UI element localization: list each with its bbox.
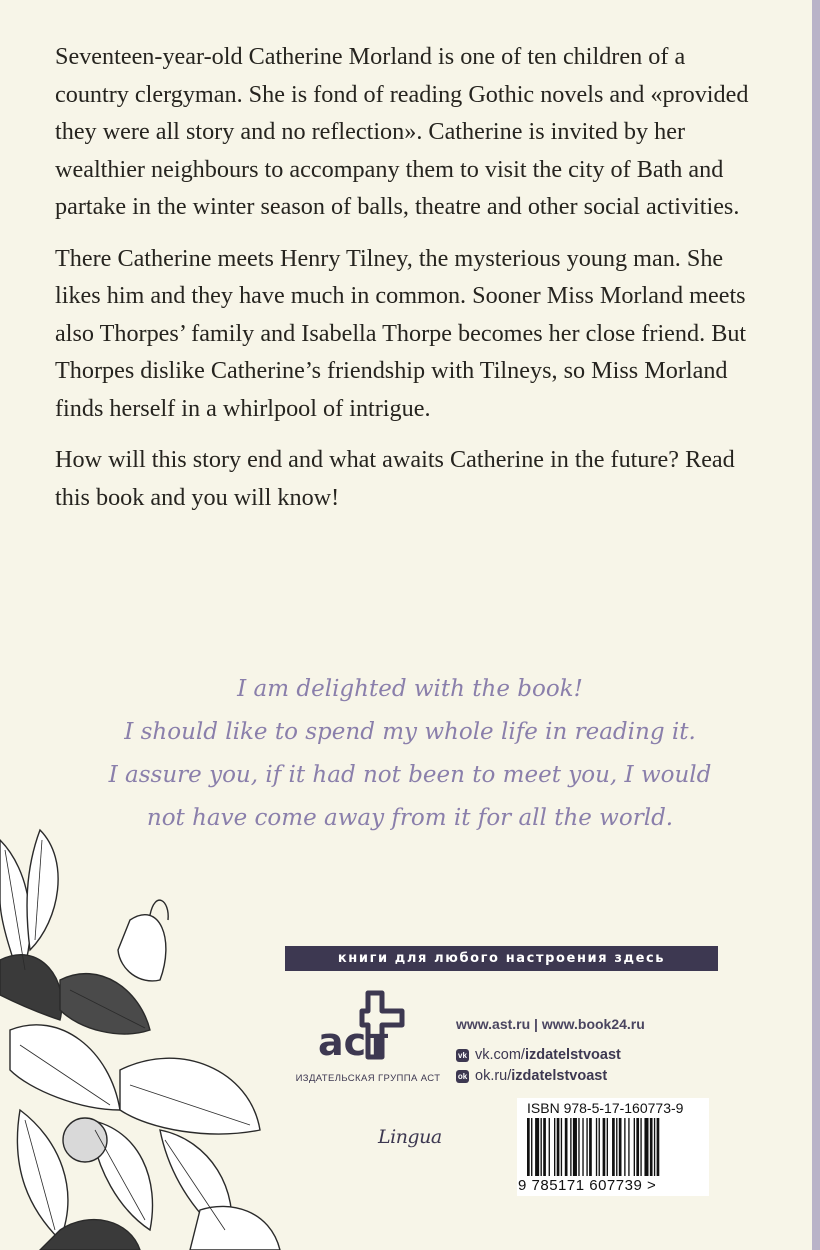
barcode-bar [599,1118,600,1176]
ok-prefix: ok.ru/ [475,1068,512,1084]
ok-link[interactable] [456,1068,607,1084]
quote-line-2: I should like to spend my whole life in reading it. [124,719,696,745]
barcode-bar [619,1118,622,1176]
barcode-bar [527,1118,530,1176]
barcode-bar [624,1118,625,1176]
barcode-bar [612,1118,615,1176]
barcode-bar [589,1118,592,1176]
barcode-bar [531,1118,532,1176]
ok-icon: ok [457,1071,468,1081]
ast-logo-text: аст [318,1020,389,1064]
barcode-bar [654,1118,655,1176]
barcode-bar [561,1118,562,1176]
barcode-bar [543,1118,546,1176]
description-paragraph-1: Seventeen-year-old Catherine Morland is one of ten children of a country clergyman. She is fond of reading Gothic novels and «provided they were all story and no reflection». Catherine is invited by her wealthier neighbours to accompany them to visit the city of Bath and partake in the winter season of balls, theatre and other social activities. [55,43,749,220]
barcode-bar [586,1118,587,1176]
website-links[interactable]: www.ast.ru | www.book24.ru [456,1016,645,1032]
ok-handle: izdatelstvoast [511,1068,608,1084]
barcode-bar [636,1118,639,1176]
vk-prefix: vk.com/ [475,1047,525,1063]
barcode-bar [650,1118,653,1176]
book-description [55,38,755,530]
isbn-digits: 9 785171 607739 > [518,1177,657,1194]
quote-line-4: not have come away from it for all the world. [146,805,674,831]
barcode-bar [644,1118,648,1176]
quote-line-3: I assure you, if it had not been to meet you, I would [108,762,712,788]
vk-icon: vk [456,1049,469,1062]
ast-logo [310,985,440,1085]
lingua-imprint-logo: Lingua [378,1126,442,1148]
barcode-bar [603,1118,606,1176]
vk-handle: izdatelstvoast [524,1047,621,1063]
description-paragraph-2: There Catherine meets Henry Tilney, the mysterious young man. She likes him and they have much in common. Sooner Miss Morland meets also Thorpes’ family and Isabella Thorpe becomes her close friend. But Thorpes dislike Catherine’s friendship with Tilneys, so Miss Morland finds herself in a whirlpool of intrigue. [55,244,747,422]
barcode-bar [596,1118,597,1176]
quote-line-1: I am delighted with the book! [237,676,583,702]
description-paragraph-3: How will this story end and what awaits Catherine in the future? Read this book and you will know! [55,446,735,511]
barcode-bar [570,1118,571,1176]
barcode-bar [535,1118,539,1176]
barcode-bar [634,1118,635,1176]
barcode-bar [628,1118,629,1176]
barcode-bar [578,1118,579,1176]
barcode-bar [607,1118,608,1176]
barcode-bar [565,1118,568,1176]
barcode-bar [573,1118,577,1176]
barcode-bar [557,1118,560,1176]
barcode [527,1118,699,1176]
publisher-caption: ИЗДАТЕЛЬСКАЯ ГРУППА АСТ [295,1073,441,1084]
barcode-bar [582,1118,583,1176]
barcode-bar [541,1118,542,1176]
barcode-bar [554,1118,555,1176]
magnolia-illustration [0,810,290,1250]
isbn-label: ISBN 978-5-17-160773-9 [527,1100,684,1116]
vk-link[interactable] [456,1047,621,1063]
spine-edge [812,0,820,1250]
barcode-bar [549,1118,550,1176]
slogan-banner: книги для любого настроения здесь [285,946,718,971]
barcode-bar [616,1118,617,1176]
barcode-bar [657,1118,660,1176]
barcode-bar [640,1118,641,1176]
